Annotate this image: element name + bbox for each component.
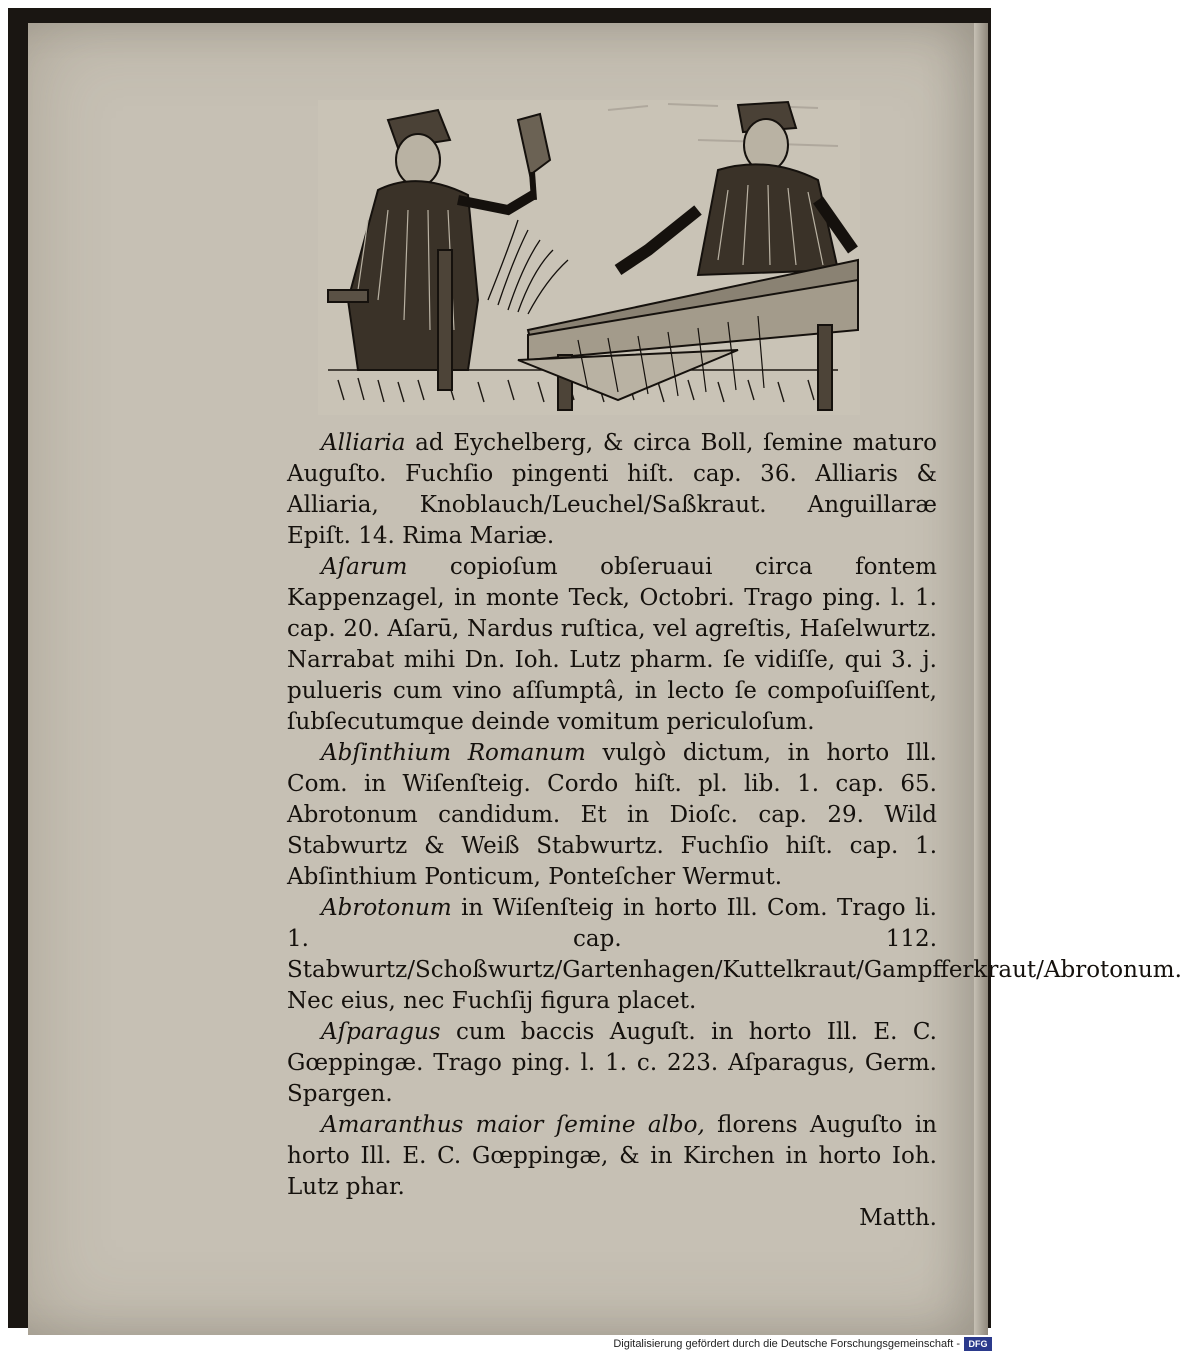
entry-body: cum baccis Auguſt. in horto Ill. E. C. Gœppingæ. Trago ping. l. 1. c. 223. Aſparagus, Germ. Spargen. — [287, 1019, 937, 1107]
entry-lead: Alliaria — [321, 430, 406, 456]
entry-lead: Aſarum — [321, 554, 408, 580]
entry-absinthium — [287, 738, 937, 893]
entry-lead: Abrotonum — [321, 895, 452, 921]
digitization-footer — [0, 1336, 1000, 1353]
entry-lead: Abſinthium Romanum — [321, 740, 586, 766]
catchword: Matth. — [859, 1205, 937, 1231]
woodcut-illustration — [318, 100, 860, 415]
page-text — [287, 428, 1182, 1234]
entry-amaranthus — [287, 1110, 937, 1203]
entry-body: ad Eychelberg, & circa Boll, ſemine maturo Auguſto. Fuchſio pingenti hiſt. cap. 36. Alliaris & Alliaria, Knoblauch/Leuchel/Saßkraut. Anguillaræ Epiſt. 14. Rima Mariæ. — [287, 430, 937, 549]
entry-asparagus — [287, 1017, 937, 1110]
page-edge-shadow — [974, 23, 988, 1335]
dfg-logo: DFG — [964, 1337, 992, 1351]
entry-body: florens Auguſto in horto Ill. E. C. Gœppingæ, & in Kirchen in horto Ioh. Lutz phar. — [287, 1112, 937, 1200]
funding-notice: Digitalisierung gefördert durch die Deutsche Forschungsgemeinschaft - — [613, 1338, 960, 1350]
entry-lead: Amaranthus maior ſemine albo, — [321, 1112, 705, 1138]
entry-asarum — [287, 552, 937, 738]
entry-body: in Wiſenſteig in horto Ill. Com. Trago li. 1. cap. 112. Stabwurtz/Schoßwurtz/Gartenhagen/Kuttelkraut/Gampfferkraut/Abrotonum. Nec eius, nec Fuchſij figura placet. — [287, 895, 1182, 1014]
entry-body: vulgò dictum, in horto Ill. Com. in Wiſenſteig. Cordo hiſt. pl. lib. 1. cap. 65. Abrotonum candidum. Et in Dioſc. cap. 29. Wild Stabwurtz & Weiß Stabwurtz. Fuchſio hiſt. cap. 1. Abſinthium Ponticum, Ponteſcher Wermut. — [287, 740, 937, 890]
entry-alliaria — [287, 428, 937, 552]
entry-lead: Aſparagus — [321, 1019, 441, 1045]
entry-abrotonum — [287, 893, 1182, 1017]
entry-body: copioſum obſeruaui circa fontem Kappenzagel, in monte Teck, Octobri. Trago ping. l. 1. cap. 20. Aſarū, Nardus ruſtica, vel agreſtis, Haſelwurtz. Narrabat mihi Dn. Ioh. Lutz pharm. ſe vidiſſe, qui 3. j. pulueris cum vino aſſumptâ, in lecto ſe compoſuiſſent, ſubſecutumque deinde vomitum periculoſum. — [287, 554, 937, 735]
